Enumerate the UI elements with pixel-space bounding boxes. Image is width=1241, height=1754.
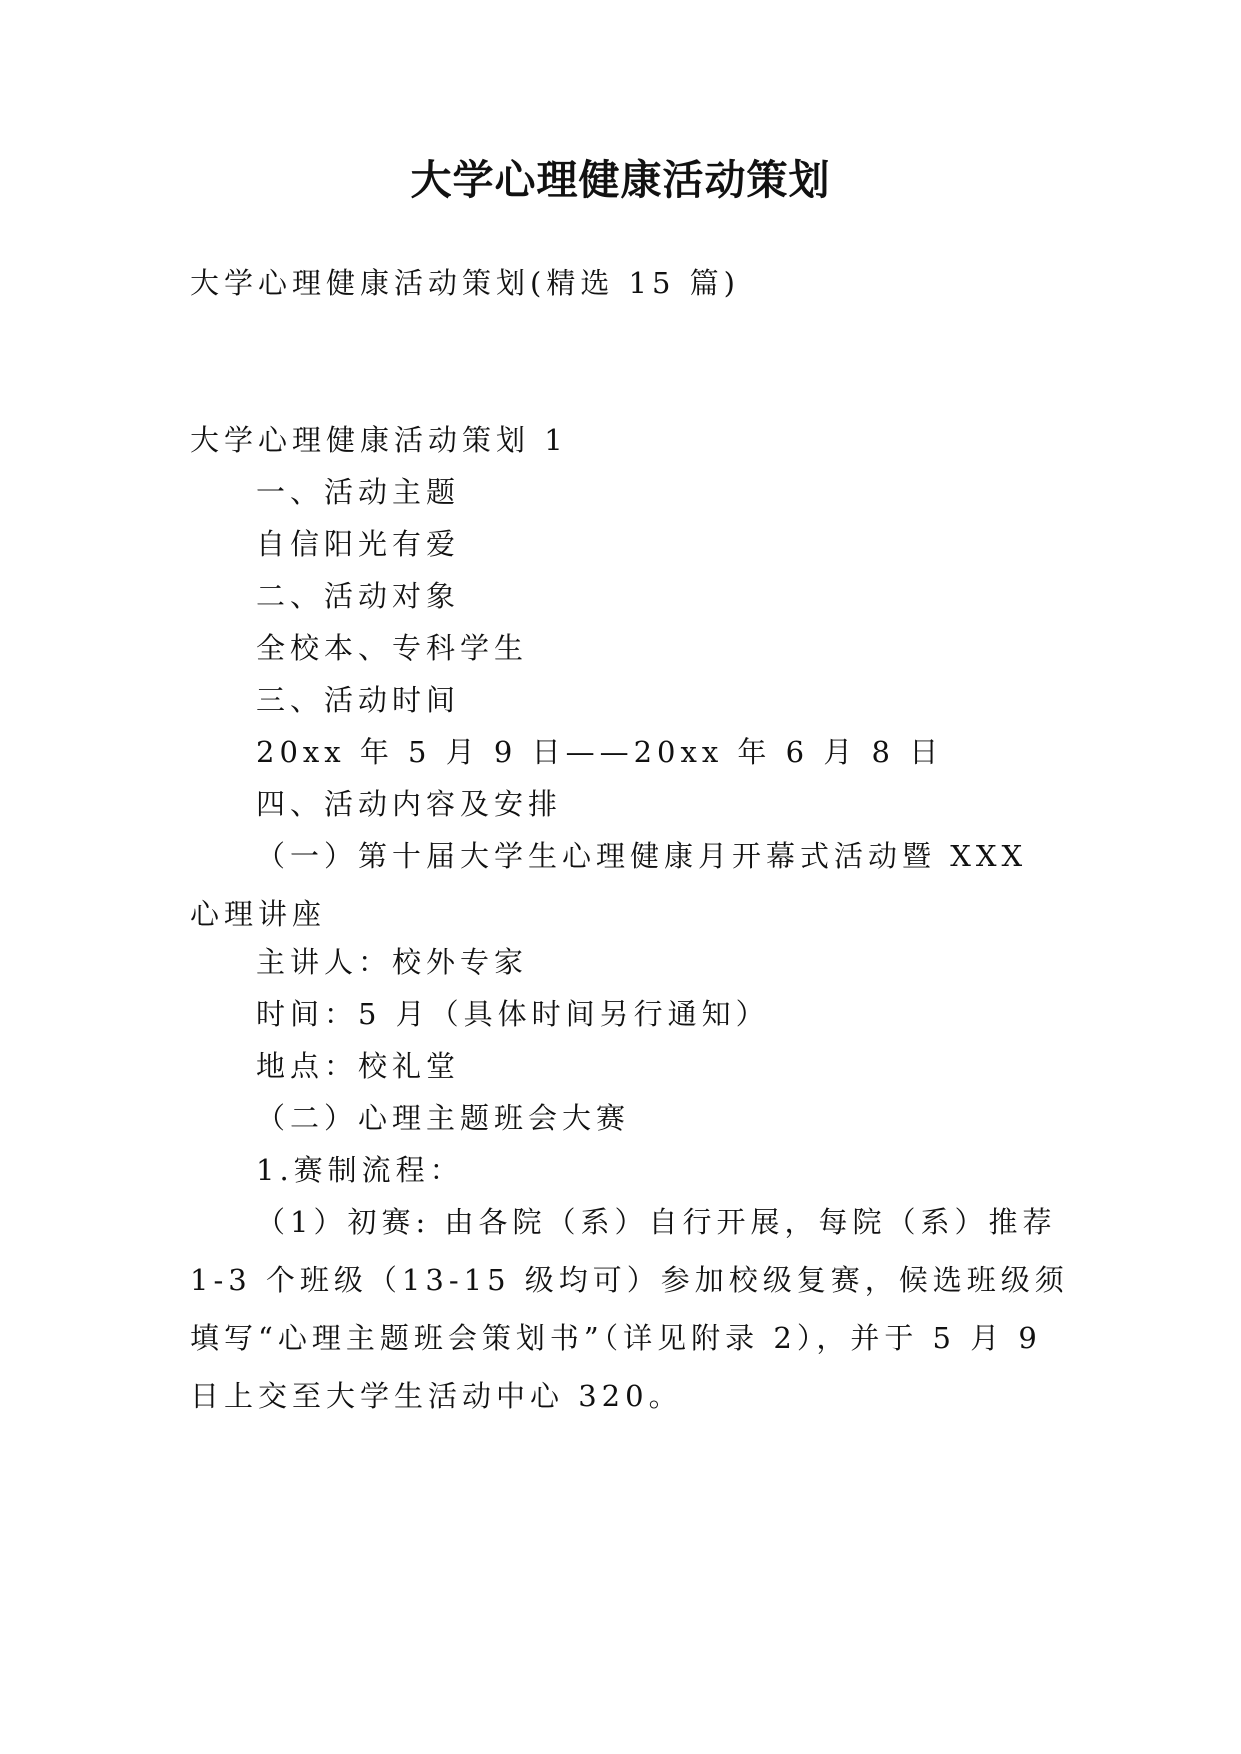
heading-activity-time: 三、活动时间 [256, 683, 461, 717]
heading-activity-target: 二、活动对象 [256, 579, 461, 613]
heading-contest-process: 1.赛制流程： [256, 1153, 464, 1187]
paragraph-preliminary-round: （1）初赛: 由各院（系）自行开展，每院（系）推荐 1-3 个班级（13-15 级均可）参加校级复赛，候选班级须填写“心理主题班会策划书”（详见附录 2），并于 5 月 9 日上交至大学生活动中心 320。 [190, 1205, 1069, 1413]
heading-class-meeting-contest: （二）心理主题班会大赛 [256, 1101, 631, 1135]
heading-activity-theme: 一、活动主题 [256, 475, 461, 509]
lecture-speaker: 主讲人：校外专家 [256, 945, 529, 979]
activity-time-text: 20xx 年 5 月 9 日——20xx 年 6 月 8 日 [256, 735, 944, 769]
document-subtitle: 大学心理健康活动策划(精选 15 篇) [190, 266, 740, 300]
paragraph-opening-lecture: （一）第十届大学生心理健康月开幕式活动暨 XXX 心理讲座 [190, 839, 1028, 931]
activity-theme-text: 自信阳光有爱 [256, 527, 461, 561]
lecture-location: 地点：校礼堂 [256, 1049, 461, 1083]
lecture-time: 时间：5 月（具体时间另行通知） [256, 997, 770, 1031]
heading-activity-content: 四、活动内容及安排 [256, 787, 563, 821]
activity-target-text: 全校本、专科学生 [256, 631, 529, 665]
document-title: 大学心理健康活动策划 [410, 156, 831, 204]
section-heading: 大学心理健康活动策划 1 [190, 423, 568, 457]
